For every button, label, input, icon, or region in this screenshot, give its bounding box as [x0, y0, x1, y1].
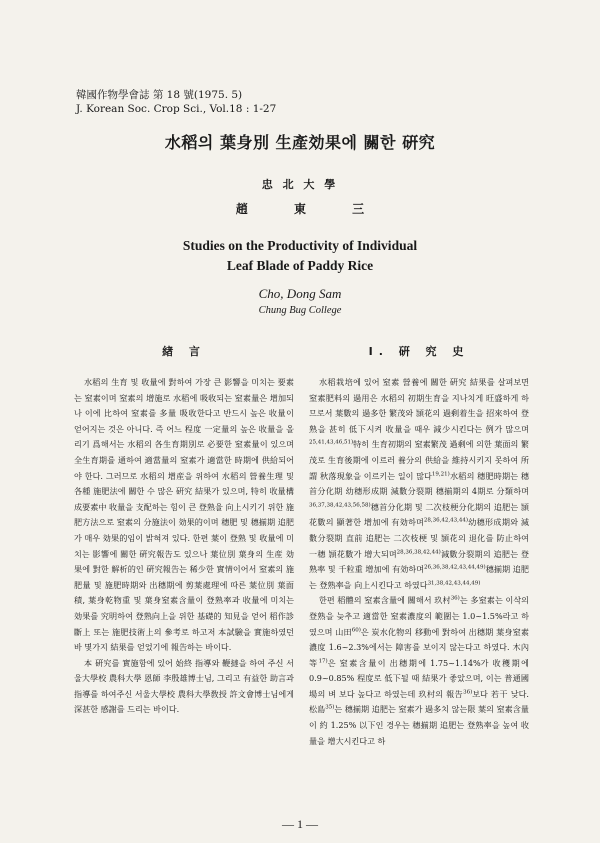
author-affiliation: 忠 北 大 學 [261, 178, 339, 191]
text-run: 은 窒素含量이 出穗期에 1.75~1.14%가 收穫期에 0.9~0.85% 程度로 低下될 때 結果가 좋았으며, 이는 普通國場의 벼 보다 높다고 하였는데 玖村의 報告 [309, 657, 529, 699]
english-title-line-2: Leaf Blade of Paddy Rice [226, 258, 374, 273]
research-history-paragraph [309, 593, 529, 749]
text-run: 보다 若干 낮다. 松島 [309, 688, 529, 715]
text-run: 特히 生育初期의 窒素繁茂 過剩에 의한 葉面의 繁茂로 生育後期에 이르러 養分의 供給을 維持시키지 못하여 所謂 秋落現象을 이르키는 일이 많다 [309, 439, 529, 481]
author-name: 趙 東 三 [235, 202, 365, 216]
paper-title: 水稻의 葉身別 生產効果에 關한 硏究 [164, 133, 436, 152]
text-run: 減數分裂期의 追肥는 登熟率 및 千粒重 增加에 有効하며 [309, 548, 529, 575]
text-run: 은 炭水化物의 移動에 對하여 出穗期 葉身窒素 濃度 1.6~2.3%에서는 障害를 보이지 않는다고 하였다. 木內等 [309, 626, 529, 668]
english-title [0, 236, 600, 276]
reference-superscript: 36,37,38,42,43,56,58) [309, 502, 371, 509]
reference-superscript: 17) [318, 658, 328, 664]
introduction-body [74, 375, 294, 718]
research-history-heading: I. 硏 究 史 [368, 345, 470, 358]
research-history-body [309, 375, 529, 749]
text-run: 水稻의 穗肥時期는 穗首分化期 幼穗形成期 減數分裂期 穗揃期의 4期로 分類하며 [309, 470, 529, 497]
english-author-name: Cho, Dong Sam [258, 286, 342, 301]
reference-superscript: 25,41,43,46,51) [309, 439, 354, 446]
english-affiliation: Chung Bug College [258, 305, 342, 316]
journal-citation [76, 88, 276, 116]
text-run: 는 多窒素는 이삭의 登熟을 늦추고 適當한 窒素濃度의 範圍는 1.0~1.5%라고 하였으며 山田 [309, 595, 529, 637]
reference-superscript: 28,36,38,42,44) [396, 548, 441, 555]
right-column [309, 343, 529, 749]
reference-superscript: 36) [450, 595, 460, 602]
page-number: — 1 — [282, 817, 318, 831]
reference-superscript: 35) [325, 704, 335, 711]
reference-superscript: 19,21) [431, 470, 450, 477]
reference-superscript: 36) [463, 689, 473, 696]
journal-citation-korean: 韓國作物學會誌 第 18 號(1975. 5) [76, 89, 243, 101]
reference-superscript: 60) [351, 626, 361, 633]
text-run: 穗揃期 追肥는 登熟率을 向上시킨다고 하였다 [309, 564, 529, 590]
acknowledgement-paragraph: 本 硏究를 實施함에 있어 始終 指導와 鞭撻을 하여 주신 서울大學校 農科大學 恩師 李殷雄博士님, 그리고 有益한 助言과 指導를 하여주신 서울大學校 農科大學敎授 許文會博士님에게 深甚한 感謝를 드리는 바이다. [74, 657, 294, 715]
research-history-paragraph [309, 375, 529, 593]
reference-superscript: 31,38,42,43,44,49) [427, 580, 481, 587]
reference-superscript: 28,36,42,43,44) [423, 517, 468, 524]
text-run: 幼穗形成期와 減數分裂期 直前 追肥는 二次枝梗 및 頴花의 退化를 防止하여 一穗 頴花數가 增大되며 [309, 517, 529, 559]
text-run: 한편 稻體의 窒素含量에 關해서 玖村 [319, 595, 451, 606]
reference-superscript: 26,36,38,42,43,44,49) [424, 564, 486, 571]
text-run: 는 穗揃期 追肥는 窒素가 過多치 않는限 葉의 窒素含量이 約 1.25% 以下인 경우는 穗揃期 追肥는 登熟率을 높여 收量을 增大시킨다고 하 [309, 704, 529, 746]
journal-citation-english: J. Korean Soc. Crop Sci., Vol.18 : 1-27 [76, 103, 277, 115]
text-run: 水稻栽培에 있어 窒素 營養에 關한 硏究 結果를 살펴보면 窒素肥料의 過用은 水稻의 初期生育을 지나치게 旺盛하게 하므로서 葉數의 過多한 繁茂와 頴花의 過剩着生을 招來하여 登熟을 甚히 低下시켜 收量을 때우 減少시킨다는 例가 많으며 [309, 377, 529, 434]
left-column [74, 343, 294, 718]
introduction-paragraph: 水稻의 生育 및 收量에 對하여 가장 큰 影響을 미치는 要素는 窒素이며 窒素의 增施로 水稻에 吸收되는 窒素量은 增加되나 이에 比하여 窒素를 多量 吸收한다고 반드시 높은 收量이 얻어지는 것은 아니다. 즉 어느 程度 一定量의 높은 收量을 올리기 爲해서는 水稻의 各生育期別로 必要한 窒素量이 있으며 全生育期를 通하여 適當量의 窒素가 適當한 時期에 供給되어야 한다. 그러므로 水稻의 增産을 위하여 水稻의 營養生理 및 各種 施肥法에 關한 수 많은 硏究 結果가 있으며, 特히 收量構成要素中 收量을 支配하는 힘이 큰 登熟율 向上시키기 위한 施肥方法으로 窒素의 分施法이 効果的이며 穗肥 및 穗揃期 追肥가 매우 効果的임이 밝혀져 있다. 한편 葉이 登熟 및 收量에 미치는 影響에 關한 硏究報告도 있으나 葉位別 葉身의 生産 効果에 對한 解析的인 硏究報告는 稀少한 實情이어서 窒素의 施肥量 및 施肥時期와 出穗期에 剪葉處理에 따른 葉位別 葉面積, 葉身乾物重 및 葉身窒素含量이 登熟率과 收量에 미치는 効果를 究明하여 登熟向上을 위한 基礎的 知見을 얻어 稻作診斷上 또는 施肥技術上의 參考로 하고저 本試驗을 實施하였던바 몇가지 結果를 얻었기에 報告하는 바이다. [74, 377, 294, 653]
introduction-heading: 緖 言 [162, 345, 206, 358]
text-run: 穗首分化期 및 二次枝梗分化期의 追肥는 頴花數의 顯著한 增加에 有効하며 [309, 501, 529, 528]
english-title-line-1: Studies on the Productivity of Individual [182, 238, 418, 253]
